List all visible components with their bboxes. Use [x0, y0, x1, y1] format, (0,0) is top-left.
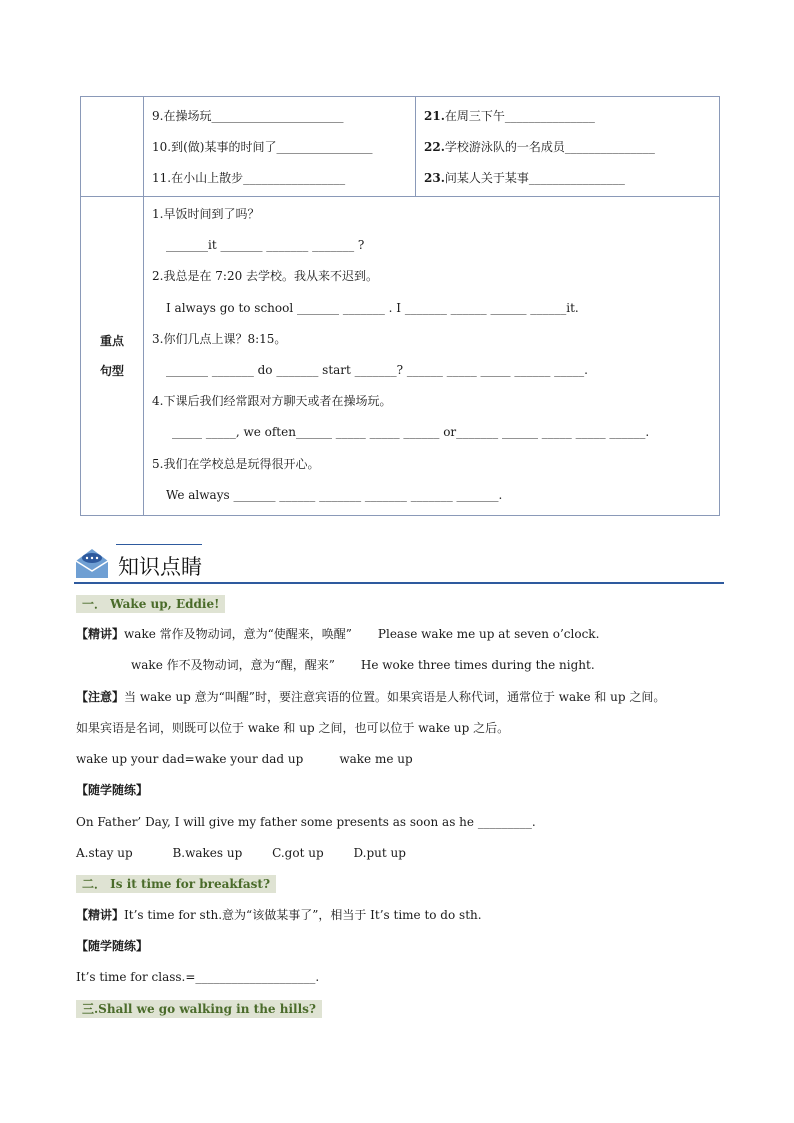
option-b: B.wakes up [172, 846, 243, 860]
note-line: 如果宾语是名词，则既可以位于 wake 和 up 之间，也可以位于 wake up 之后。 [76, 721, 510, 735]
example-sentence: He woke three times during the night. [360, 658, 595, 672]
note-label: 【注意】 [76, 690, 125, 704]
key-sentence-cell [144, 197, 720, 516]
practice-label: 【随学随练】 [76, 783, 149, 797]
phrase-row [81, 97, 720, 197]
section-title: 知识点睛 [118, 555, 202, 579]
point-heading [76, 595, 225, 613]
phrase-item: 21.在周三下午_______________ [424, 109, 595, 123]
sentence-question: 3.你们几点上课？8:15。 [152, 331, 287, 346]
practice-question: On Father’ Day, I will give my father some presents as soon as he _________. [76, 815, 536, 829]
phrase-side-cell [81, 97, 144, 197]
point-heading-3: 三.Shall we go walking in the hills? [76, 1000, 322, 1018]
phrase-item: 22.学校游泳队的一名成员_______________ [424, 140, 655, 154]
section-divider [74, 582, 724, 584]
sentence-question: 2.我总是在 7:20 去学校。我从来不迟到。 [152, 269, 379, 284]
explanation-line: 【精讲】It’s time for sth.意为“该做某事了”，相当于 It’s time to do sth. [76, 908, 482, 922]
option-c: C.got up [272, 846, 324, 860]
key-sentence-label-2: 句型 [99, 363, 124, 378]
note-line: 【注意】当 wake up 意为“叫醒”时，要注意宾语的位置。如果宾语是人称代词，通常位于 wake 和 up 之间。 [76, 690, 666, 704]
example-sentence: Please wake me up at seven o’clock. [377, 627, 600, 641]
section-header [74, 541, 724, 585]
explanation-line: 【精讲】wake 常作及物动词，意为“使醒来，唤醒” Please wake me up at seven o’clock. [76, 627, 600, 641]
sentence-answer-blank: We always _______ ______ _______ _______ _______ _______. [166, 487, 503, 502]
point-heading-2: 二． Is it time for breakfast? [76, 875, 276, 893]
practice-options [76, 844, 406, 862]
key-sentence-row [81, 197, 720, 516]
practice-label: 【随学随练】 [76, 939, 149, 953]
explanation-label: 【精讲】 [76, 908, 125, 922]
sentence-question: 1.早饭时间到了吗？ [152, 207, 260, 221]
sentence-answer-blank: I always go to school _______ _______ . I _______ ______ ______ ______it. [166, 300, 579, 315]
sentence-answer-blank: _______ _______ do _______ start _______? ______ _____ _____ ______ _____. [166, 362, 588, 377]
explanation-label: 【精讲】 [76, 627, 125, 641]
option-d: D.put up [353, 846, 406, 860]
practice-question: It’s time for class.=____________________. [76, 970, 320, 984]
phrase-item: 11.在小山上散步_________________ [152, 171, 346, 185]
key-sentence-label-1: 重点 [99, 333, 124, 348]
option-a: A.stay up [76, 846, 133, 860]
point-heading [76, 875, 276, 893]
phrase-column-left [144, 97, 416, 197]
point-heading [76, 1000, 322, 1018]
point-heading-1: 一． Wake up, Eddie! [76, 595, 225, 613]
key-sentence-label-cell [81, 197, 144, 516]
phrase-item: 23.问某人关于某事________________ [424, 171, 625, 185]
example-line: wake up your dad=wake your dad up wake me up [76, 752, 413, 766]
phrase-column-right [416, 97, 720, 197]
envelope-icon [74, 545, 110, 581]
explanation-line: wake 作不及物动词，意为“醒，醒来” He woke three times during the night. [131, 658, 595, 672]
sentence-answer-blank: _______it _______ _______ _______ ? [166, 238, 365, 253]
sentence-question: 4.下课后我们经常跟对方聊天或者在操场玩。 [152, 394, 392, 409]
vocabulary-table [80, 96, 720, 516]
sentence-answer-blank: _____ _____, we often______ _____ _____ ______ or_______ ______ _____ _____ ______. [172, 425, 650, 440]
sentence-question: 5.我们在学校总是玩得很开心。 [152, 456, 320, 471]
section-accent-line [116, 544, 202, 545]
phrase-item: 9.在操场玩______________________ [152, 109, 344, 123]
phrase-item: 10.到(做)某事的时间了________________ [152, 140, 373, 154]
